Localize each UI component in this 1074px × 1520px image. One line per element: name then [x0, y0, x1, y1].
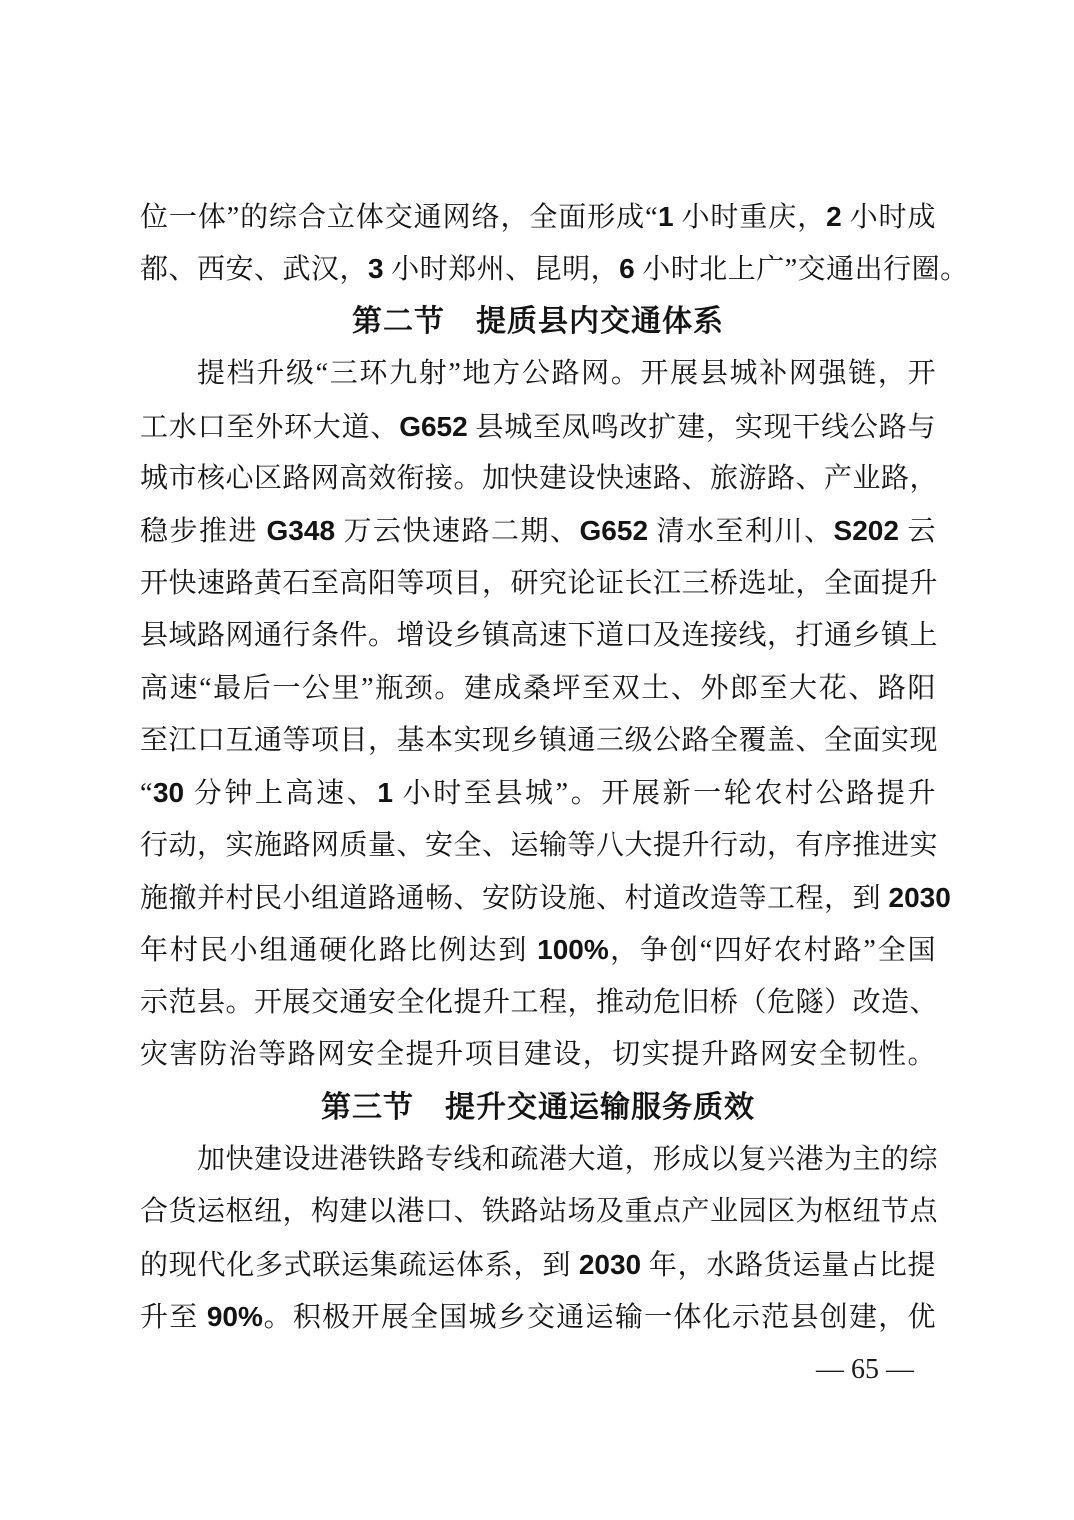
paragraph-line: 年村民小组通硬化路比例达到 100%，争创“四好农村路”全国 [140, 934, 936, 967]
latin-run: 30 [152, 777, 185, 809]
latin-run: 2030 [578, 1248, 642, 1280]
page-number: — 65 — [816, 1354, 914, 1385]
latin-run: G652 [399, 410, 468, 442]
latin-run: 1 [377, 777, 393, 809]
latin-run: G348 [266, 515, 336, 547]
latin-run: 3 [368, 253, 384, 285]
paragraph-line: 升至 90%。积极开展全国城乡交通运输一体化示范县创建，优 [140, 1301, 936, 1334]
paragraph-line: 工水口至外环大道、G652 县城至凤鸣改扩建，实现干线公路与 [140, 410, 936, 443]
paragraph-line: 施撤并村民小组道路通畅、安防设施、村道改造等工程，到 2030 [140, 882, 951, 915]
latin-run: 1 [658, 201, 674, 232]
latin-run: 2030 [888, 882, 951, 914]
paragraph-line: 城市核心区路网高效衔接。加快建设快速路、旅游路、产业路， [140, 462, 939, 494]
paragraph-line: 合货运枢纽，构建以港口、铁路站场及重点产业园区为枢纽节点 [140, 1196, 939, 1228]
paragraph-line: 县域路网通行条件。增设乡镇高速下道口及连接线，打通乡镇上 [140, 620, 939, 652]
paragraph-line: “30 分钟上高速、1 小时至县城”。开展新一轮农村公路提升 [140, 777, 936, 810]
text-block [140, 191, 969, 1344]
section-heading-3: 第三节 提升交通运输服务质效 [321, 1090, 755, 1124]
paragraph-line: 稳步推进 G348 万云快速路二期、G652 清水至利川、S202 云 [140, 515, 936, 548]
paragraph-line: 行动，实施路网质量、安全、运输等八大提升行动，有序推进实 [140, 829, 939, 861]
paragraph-line: 示范县。开展交通安全化提升工程，推动危旧桥（危隧）改造、 [140, 986, 939, 1018]
latin-run: 100% [537, 934, 609, 966]
paragraph-line: 加快建设进港铁路专线和疏港大道，形成以复兴港为主的综 [197, 1144, 939, 1176]
paragraph-line: 开快速路黄石至高阳等项目，研究论证长江三桥选址，全面提升 [140, 567, 939, 599]
paragraph-continuation-line: 位一体”的综合立体交通网络，全面形成“1 小时重庆，2 小时成 [140, 201, 936, 233]
latin-run: 2 [826, 201, 842, 232]
paragraph-line: 高速“最后一公里”瓶颈。建成桑坪至双土、外郎至大花、路阳 [140, 672, 936, 704]
latin-run: 6 [619, 253, 635, 285]
latin-run: 90% [206, 1301, 263, 1333]
paragraph-continuation-line: 都、西安、武汉，3 小时郑州、昆明，6 小时北上广”交通出行圈。 [140, 253, 969, 286]
latin-run: S202 [833, 515, 899, 547]
latin-run: G652 [579, 515, 649, 547]
paragraph-line: 灾害防治等路网安全提升项目建设，切实提升路网安全韧性。 [140, 1039, 936, 1071]
paragraph-line: 至江口互通等项目，基本实现乡镇通三级公路全覆盖、全面实现 [140, 724, 939, 756]
section-heading-2: 第二节 提质县内交通体系 [352, 304, 724, 338]
paragraph-line: 的现代化多式联运集疏运体系，到 2030 年，水路货运量占比提 [140, 1248, 936, 1281]
paragraph-line: 提档升级“三环九射”地方公路网。开展县城补网强链，开 [197, 358, 936, 390]
